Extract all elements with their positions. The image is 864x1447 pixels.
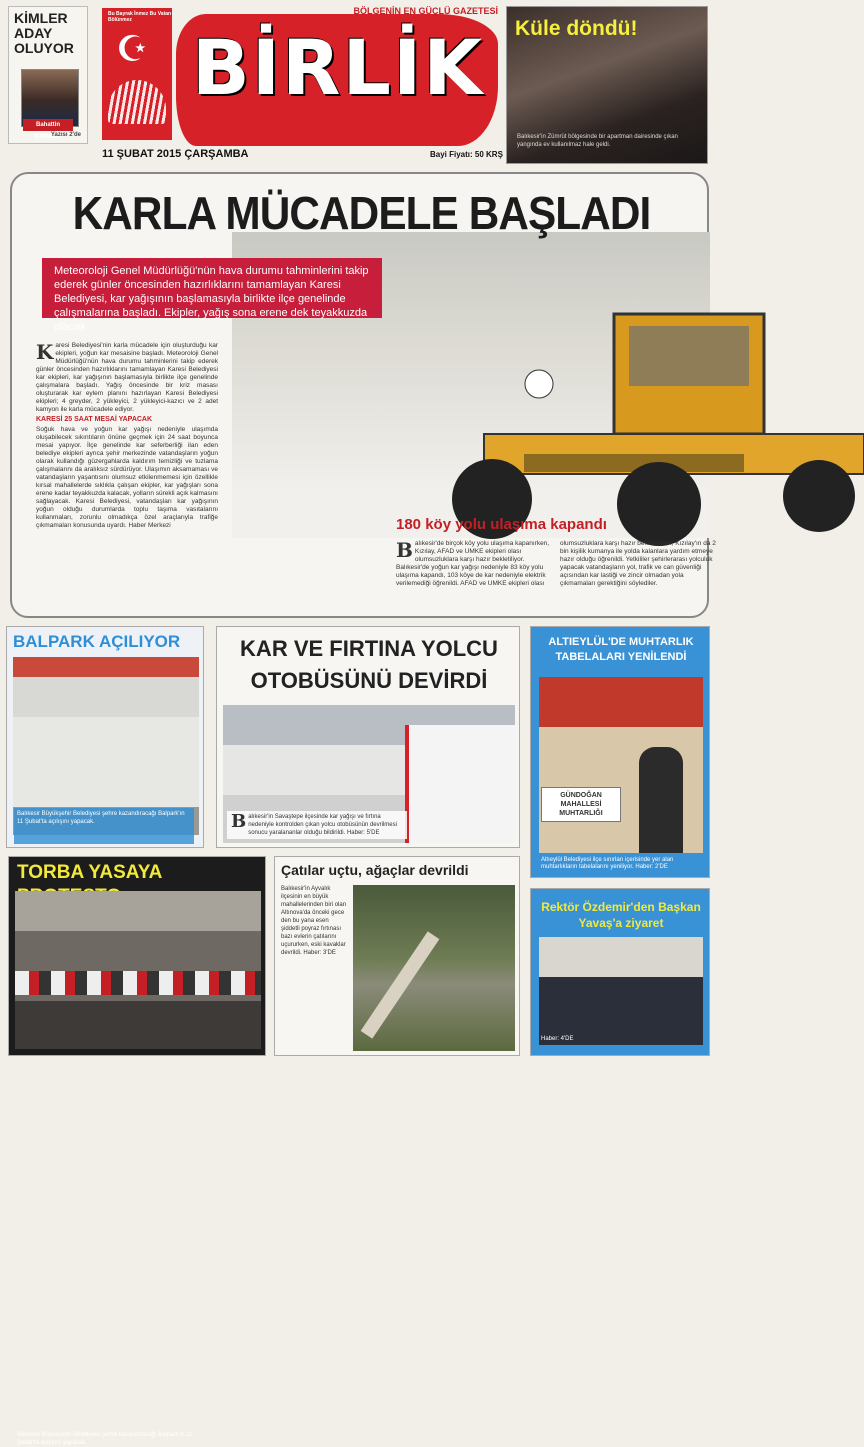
fallen-trunk <box>361 931 440 1038</box>
lead-intro: Meteoroloji Genel Müdürlüğü'nün hava durumu tahminlerini takip ederek günler öncesinden hazırlıklarını tamamlayan Karesi Belediyesi, kar yağışının başlamasıyla birlikte ilçe genelinde çalışmalarına başladı. Ekipler, yağış sona erene dek teyakkuzda olacak <box>42 258 382 318</box>
side-promo-headline: KİMLER ADAY OLUYOR <box>14 10 74 56</box>
lead-body-paragraph-1: aresi Belediyesi'nin karla mücadele için oluşturduğu kar ekipleri, yoğun kar mesaisine başladı. Meteoroloji Genel Müdürlüğü'nün hava durumu tahminlerini takip ederek günler öncesinden hazırlıklarını tamamlayan Karesi Belediyesi kar ekipleri, kar yağışının başlamasıyla birlikte ilçe genelinde çalışmalara başladı. Yağış öncesinde bir kriz masası oluşturarak kar eylem planını hazırlayan Karesi Belediyesi ekipleri; 4 greyder, 2 yükleyici, 2 yükleyici-kazıcı ve 2 adet kamyon ile karla mücadele ediyor. <box>36 342 218 413</box>
muhtar-photo <box>539 677 703 853</box>
flag-slogan: Bu Bayrak İnmez Bu Vatan Bölünmez <box>108 11 172 23</box>
issue-date: 11 ŞUBAT 2015 ÇARŞAMBA <box>102 148 249 160</box>
trees-caption: Balıkesir'in Ayvalık ilçesinin en büyük mahallelerinden biri olan Altınova'da önceki gece den bu yana esen şiddetli poyraz fırtınası bazı evlerin çatılarını uçururken, eski kavaklar devrildi. Haber: 3'DE <box>281 886 347 956</box>
villages-headline: 180 köy yolu ulaşıma kapandı <box>396 516 607 533</box>
bus-caption-text: alıkesir'in Savaştepe ilçesinde kar yağışı ve fırtına nedeniyle kontrolden çıkan yolcu otobüsünün devrilmesi sonucu yaralananlar olduğu bildirildi. Haber: 5'DE <box>248 814 397 836</box>
side-promo-byline: Yazısı 2'de <box>50 132 81 138</box>
ambulance-shape <box>405 725 515 843</box>
bus-headline-line-1: KAR VE FIRTINA YOLCU <box>240 636 498 661</box>
balpark-caption: Balıkesir Büyükşehir Belediyesi şehre kazandıracağı Balpark'ın 11 Şubat'ta açılışını yapacak. <box>17 1432 193 1446</box>
lead-body-paragraph-2: Soğuk hava ve yoğun kar yağışı nedeniyle ulaşımda oluşabilecek sıkıntıların önüne geçmek için 24 saat boyunca mesai yapıyor. İlçe genelinde kar seferberliği ilan eden belediye ekipleri ayrıca şehir merkezinde vatandaşların yoğun olarak kullandığı güzergahlarda kaldırım temizliği ve tuzlama çalışmalarını da aralıksız sürdürüyor. Ulaşımın aksamaması ve vatandaşların yaşantısını olumsuz etkilenmemesi için özellikle kırsal mahallelerde sıklıkla çalışan ekipler, kar yağışları sona erene kadar teyakkuzda kalacak, yolların sürekli açık kalmasını sağlayacak. Karesi Belediyesi, vatandaşları kar yağışının yoğun olduğu durumlarda toplu taşıma vasıtalarını kullanmaları, zorunlu olmadıkça özel araçlarıyla trafiğe çıkmamaları konusunda uyardı. Haber Merkezi <box>36 426 218 529</box>
masthead-tagline: BÖLGENİN EN GÜÇLÜ GAZETESİ <box>353 6 498 16</box>
bus-story[interactable] <box>216 626 520 848</box>
balpark-caption-overlay: Balıkesir Büyükşehir Belediyesi şehre kazandıracağı Balpark'ın 11 Şubat'ta açılışını yapacak. <box>14 808 194 844</box>
lead-subhead: KARESİ 25 SAAT MESAİ YAPACAK <box>36 416 153 423</box>
torba-headline: TORBA YASAYA <box>17 862 162 883</box>
villages-column-1-text: alıkesir'de birçok köy yolu ulaşıma kapanırken, Kızılay, AFAD ve UMKE ekipleri olası olumsuzluklara karşı hazır bekletiliyor. Balıkesir'de yoğun kar yağışı nedeniyle 83 köy yolu ulaşıma kapandı, 103 köye de kar nedeniyle elektrik verilemediği öğrenildi. AFAD ve UMKE ekipleri olası <box>396 540 550 587</box>
villages-column-1 <box>396 540 554 588</box>
muhtar-headline: ALTIEYLÜL'DE MUHTARLIK TABELALARI YENİLENDİ <box>548 636 694 663</box>
fallen-tree-photo <box>353 885 515 1051</box>
official-figure <box>639 747 683 853</box>
lead-body <box>36 342 218 530</box>
trees-headline: Çatılar uçtu, ağaçlar devrildi <box>281 862 469 878</box>
fire-story-promo[interactable] <box>506 6 708 164</box>
torba-story[interactable] <box>8 856 266 1056</box>
flag-emblem <box>102 8 172 140</box>
rektor-photo <box>539 937 703 1045</box>
rektor-caption: Haber: 4'DE <box>541 1036 574 1042</box>
protester-crowd <box>15 971 261 995</box>
muhtar-sign: GÜNDOĞAN MAHALLESİ MUHTARLIĞI <box>541 787 621 822</box>
grader-illustration <box>464 304 864 548</box>
villages-column-2: olumsuzluklara karşı hazır bekletilirken, Kızılay'ın da 2 bin kişilik kumanya ile yolda kalanlara yardım etmeye hazır olduğu öğrenildi. Yetkililer şehirlerarası yolculuk yapacak vatandaşların yol, trafik ve can güvenliği açısından kar lastiği ve zincir olmadan yola çıkmamaları gerektiğini söylediler. <box>560 540 716 587</box>
rektor-story[interactable] <box>530 888 710 1056</box>
trees-story[interactable] <box>274 856 520 1056</box>
balpark-headline: BALPARK AÇILIYOR <box>13 632 181 651</box>
fire-story-headline: Küle döndü! <box>515 17 638 40</box>
lead-story <box>10 172 716 618</box>
fire-story-caption: Balıkesir'in Zümrüt bölgesinde bir apartman dairesinde çıkan yangında ev kullanılmaz hale geldi. <box>517 134 678 148</box>
newspaper-logo[interactable]: BİRLİK <box>191 23 485 112</box>
bus-drop-cap: B <box>231 811 247 832</box>
lead-headline: KARLA MÜCADELE BAŞLADI <box>72 187 651 239</box>
muhtar-caption: Altıeylül Belediyesi ilçe sınırları içerisinde yer alan muhtarlıkların tabelalarını yeniliyor. Haber: 2'DE <box>541 857 674 870</box>
bus-headline-line-2: OTOBÜSÜNÜ DEVİRDİ <box>250 668 488 693</box>
side-promo-box[interactable] <box>8 6 88 144</box>
lead-drop-cap: K <box>36 340 54 364</box>
sunburst-icon <box>108 80 166 124</box>
rektor-headline: Rektör Özdemir'den Başkan Yavaş'a ziyaret <box>541 900 701 930</box>
bus-caption <box>227 811 407 839</box>
crescent-star-icon: ☪ <box>116 29 149 70</box>
villages-drop-cap: B <box>396 538 413 562</box>
issue-price: Bayi Fiyatı: 50 KRŞ <box>430 150 503 159</box>
candidate-name-tag: Bahattin KARACA <box>23 119 73 131</box>
protest-photo <box>15 891 261 1049</box>
muhtar-story[interactable] <box>530 626 710 878</box>
